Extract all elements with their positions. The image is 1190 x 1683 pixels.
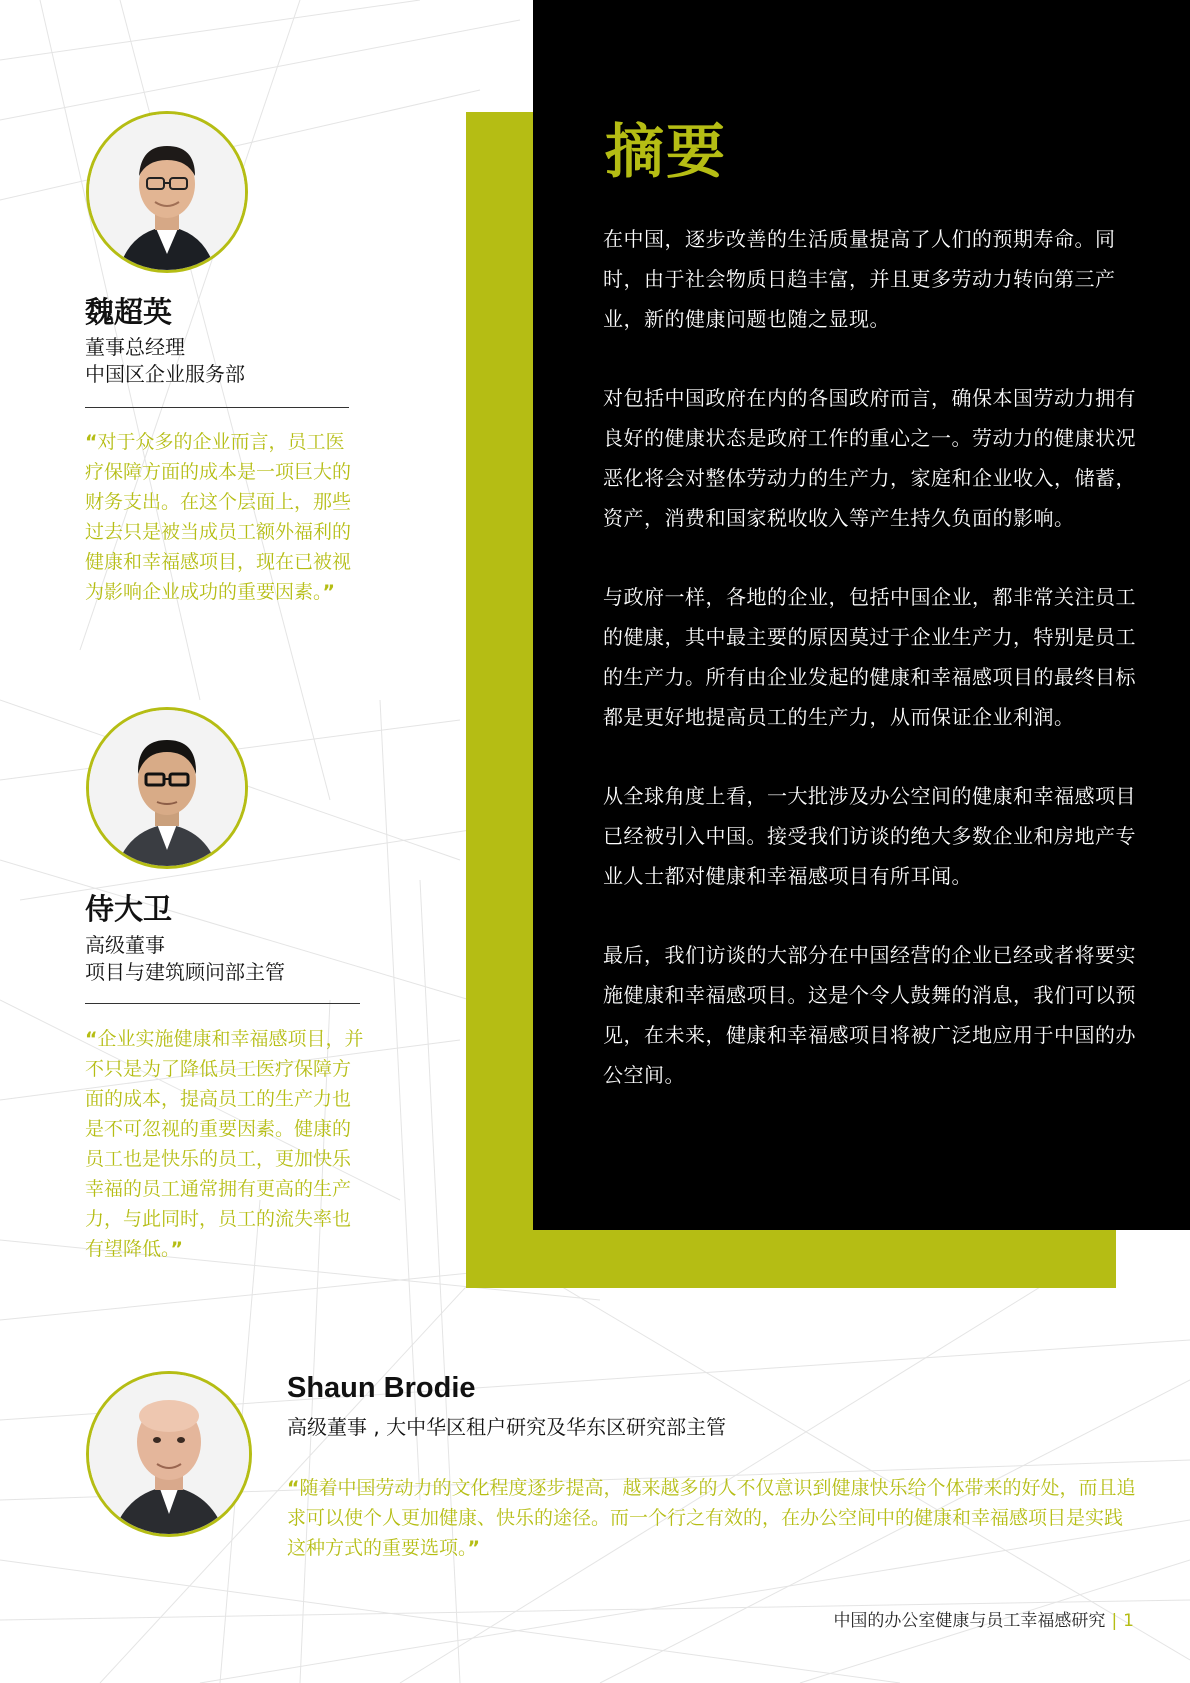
profile-quote xyxy=(287,1473,1137,1563)
person-icon xyxy=(89,114,245,270)
profile-name: 魏超英 xyxy=(85,295,173,329)
profile-title-line: 中国区企业服务部 xyxy=(85,362,245,386)
summary-paragraph: 与政府一样，各地的企业，包括中国企业，都非常关注员工的健康，其中最主要的原因莫过于企业生产力，特别是员工的生产力。所有由企业发起的健康和幸福感项目的最终目标都是更好地提高员工的生产力，从而保证企业利润。 xyxy=(603,585,1136,729)
profile-title-line: 高级董事 xyxy=(85,933,165,957)
profile-name: 侍大卫 xyxy=(85,892,173,926)
person-icon xyxy=(89,710,245,866)
summary-panel xyxy=(533,0,1190,1230)
close-quote-mark: ” xyxy=(467,1537,481,1559)
page-footer xyxy=(833,1606,1134,1631)
quote-text: 对于众多的企业而言，员工医疗保障方面的成本是一项巨大的财务支出。在这个层面上，那些过去只是被当成员工额外福利的健康和幸福感项目，现在已被视为影响企业成功的重要因素。 xyxy=(85,431,352,603)
profile-quote xyxy=(85,1024,365,1264)
summary-paragraph: 从全球角度上看，一大批涉及办公空间的健康和幸福感项目已经被引入中国。接受我们访谈的绝大多数企业和房地产专业人士都对健康和幸福感项目有所耳闻。 xyxy=(603,784,1136,888)
profile-title xyxy=(85,932,285,986)
portrait-photo-1 xyxy=(86,111,248,273)
quote-text: 随着中国劳动力的文化程度逐步提高，越来越多的人不仅意识到健康快乐给个体带来的好处，而且追求可以使个人更加健康、快乐的途径。而一个行之有效的，在办公空间中的健康和幸福感项目是实践这种方式的重要选项。 xyxy=(287,1477,1136,1559)
profile-title-line: 项目与建筑顾问部主管 xyxy=(85,960,285,984)
person-icon xyxy=(89,1374,249,1534)
quote-text: 企业实施健康和幸福感项目，并不只是为了降低员工医疗保障方面的成本，提高员工的生产力也是不可忽视的重要因素。健康的员工也是快乐的员工，更加快乐幸福的员工通常拥有更高的生产力，与此同时，员工的流失率也有望降低。 xyxy=(85,1028,364,1260)
close-quote-mark: ” xyxy=(170,1238,184,1260)
profile-title-line: 董事总经理 xyxy=(85,335,185,359)
portrait-photo-3 xyxy=(86,1371,252,1537)
profile-title xyxy=(85,334,245,388)
summary-paragraph: 最后，我们访谈的大部分在中国经营的企业已经或者将要实施健康和幸福感项目。这是个令人鼓舞的消息，我们可以预见，在未来，健康和幸福感项目将被广泛地应用于中国的办公空间。 xyxy=(603,943,1136,1087)
footer-separator: | xyxy=(1111,1611,1118,1631)
summary-paragraph: 对包括中国政府在内的各国政府而言，确保本国劳动力拥有良好的健康状态是政府工作的重心之一。劳动力的健康状况恶化将会对整体劳动力的生产力，家庭和企业收入，储蓄，资产，消费和国家税收收入等产生持久负面的影响。 xyxy=(603,386,1136,530)
profile-quote xyxy=(85,427,353,607)
footer-title: 中国的办公室健康与员工幸福感研究 xyxy=(833,1611,1106,1631)
open-quote-mark: “ xyxy=(85,1028,98,1050)
close-quote-mark: ” xyxy=(322,581,336,603)
summary-paragraph: 在中国，逐步改善的生活质量提高了人们的预期寿命。同时，由于社会物质日趋丰富，并且更多劳动力转向第三产业，新的健康问题也随之显现。 xyxy=(603,227,1116,331)
portrait-photo-2 xyxy=(86,707,248,869)
divider xyxy=(85,1003,360,1004)
open-quote-mark: “ xyxy=(287,1477,300,1499)
page-number: 1 xyxy=(1123,1611,1134,1631)
summary-body xyxy=(603,219,1143,1134)
open-quote-mark: “ xyxy=(85,431,98,453)
divider xyxy=(85,407,349,408)
summary-title: 摘要 xyxy=(605,117,728,186)
profile-name: Shaun Brodie xyxy=(287,1372,476,1404)
profile-title xyxy=(287,1414,726,1441)
profile-title-line: 高级董事 , 大中华区租户研究及华东区研究部主管 xyxy=(287,1415,727,1439)
